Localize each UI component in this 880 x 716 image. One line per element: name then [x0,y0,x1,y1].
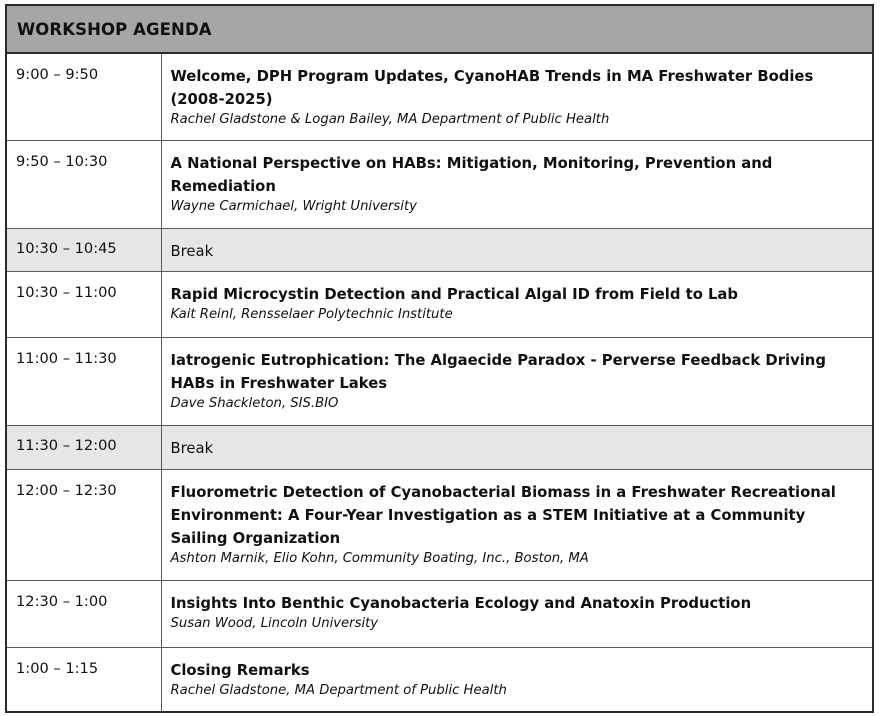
session-title: Fluorometric Detection of Cyanobacterial Biomass in a Freshwater Recreational Environment: A Four-Year Investigation as a STEM Initiative at a Community Sailing Organization [170,483,836,547]
agenda-row-2 [7,140,872,228]
agenda-row-7 [7,469,872,580]
session-time: 1:00 – 1:15 [7,647,161,711]
session-time: 9:50 – 10:30 [7,140,161,228]
session-content [161,54,872,140]
session-title: Break [170,242,214,260]
session-content [161,425,872,469]
session-time: 10:30 – 11:00 [7,271,161,337]
session-speaker: Wayne Carmichael, Wright University [170,198,417,214]
session-speaker: Rachel Gladstone, MA Department of Public Health [170,682,507,698]
session-time: 9:00 – 9:50 [7,54,161,140]
session-content [161,337,872,425]
agenda-row-1 [7,54,872,140]
session-title: Closing Remarks [170,661,310,679]
session-content [161,271,872,337]
session-speaker: Rachel Gladstone & Logan Bailey, MA Department of Public Health [170,112,610,127]
session-title: Break [170,439,214,457]
agenda-row-9 [7,647,872,711]
session-time: 12:30 – 1:00 [7,580,161,647]
session-title: Rapid Microcystin Detection and Practical Algal ID from Field to Lab [170,285,739,303]
session-speaker: Dave Shackleton, SIS.BIO [170,395,339,411]
workshop-agenda-table [5,4,874,713]
session-content [161,647,872,711]
session-speaker: Kait Reinl, Rensselaer Polytechnic Institute [170,306,453,322]
agenda-row-8 [7,580,872,647]
session-time: 11:30 – 12:00 [7,425,161,469]
agenda-row-break-2 [7,425,872,469]
session-time: 11:00 – 11:30 [7,337,161,425]
session-speaker: Susan Wood, Lincoln University [170,615,379,631]
session-time: 10:30 – 10:45 [7,228,161,271]
session-content [161,580,872,647]
agenda-row-5 [7,337,872,425]
session-time: 12:00 – 12:30 [7,469,161,580]
session-content [161,469,872,580]
agenda-rows [7,54,872,711]
session-speaker: Ashton Marnik, Elio Kohn, Community Boating, Inc., Boston, MA [170,550,589,566]
session-content [161,140,872,228]
session-title: Insights Into Benthic Cyanobacteria Ecology and Anatoxin Production [170,594,752,612]
session-title: Welcome, DPH Program Updates, CyanoHAB Trends in MA Freshwater Bodies (2008-2025) [170,68,814,108]
session-content [161,228,872,271]
session-title: A National Perspective on HABs: Mitigation, Monitoring, Prevention and Remediation [170,154,773,195]
agenda-header: WORKSHOP AGENDA [7,6,872,54]
agenda-row-break-1 [7,228,872,271]
session-title: Iatrogenic Eutrophication: The Algaecide Paradox - Perverse Feedback Driving HABs in Freshwater Lakes [170,351,826,392]
agenda-row-4 [7,271,872,337]
